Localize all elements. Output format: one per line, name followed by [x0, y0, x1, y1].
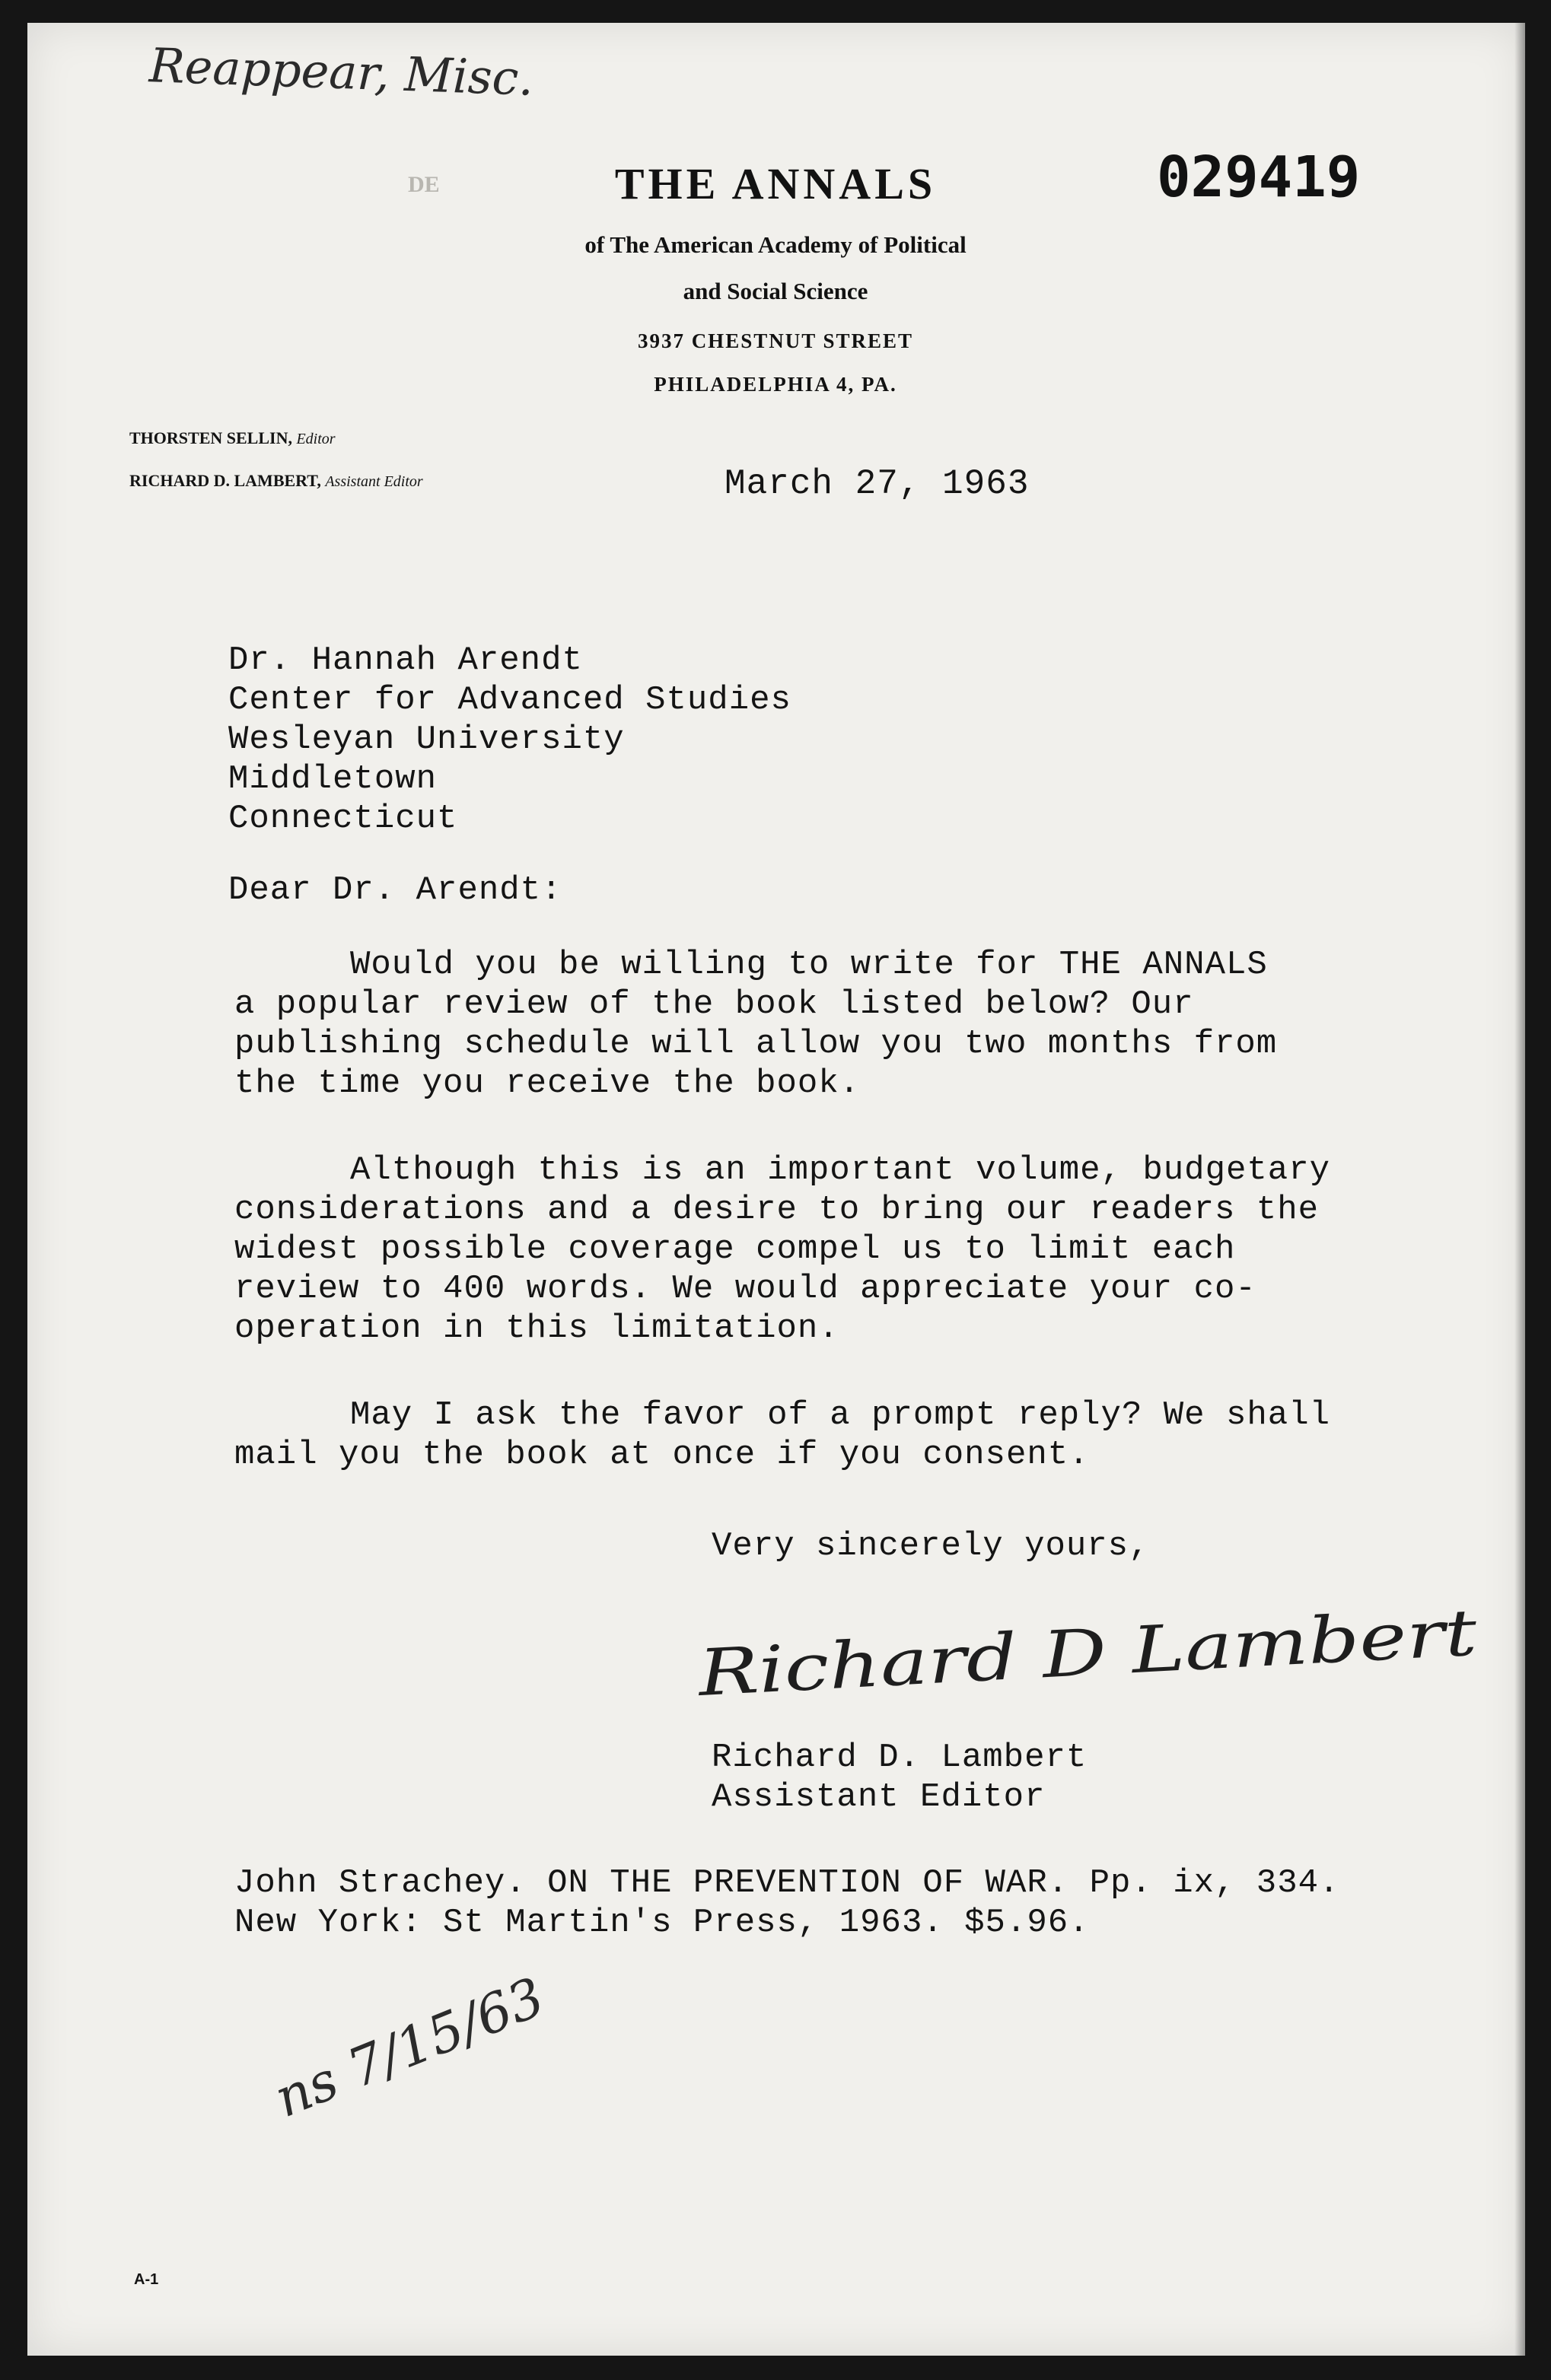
- signature: Richard D Lambert: [696, 1595, 1479, 1710]
- faded-stamp-mark: DE: [408, 172, 440, 197]
- letterhead-subtitle-2: and Social Science: [683, 278, 868, 304]
- staff-assistant-editor: RICHARD D. LAMBERT, Assistant Editor: [129, 471, 423, 490]
- form-code: A-1: [134, 2271, 159, 2288]
- book-citation-line: New York: St Martin's Press, 1963. $5.96.: [234, 1904, 1090, 1942]
- body-line: widest possible coverage compel us to limit each: [234, 1230, 1236, 1268]
- recipient-line: Dr. Hannah Arendt: [228, 641, 583, 679]
- signer-name: Richard D. Lambert: [712, 1739, 1088, 1777]
- body-line: considerations and a desire to bring our readers the: [234, 1191, 1320, 1229]
- recipient-line: Connecticut: [228, 800, 458, 838]
- salutation: Dear Dr. Arendt:: [228, 871, 562, 909]
- body-line: Would you be willing to write for THE ANNALS: [350, 946, 1268, 984]
- letterhead-street: 3937 CHESTNUT STREET: [637, 329, 914, 352]
- letterhead-title: THE ANNALS: [614, 159, 937, 208]
- signer-title: Assistant Editor: [712, 1778, 1046, 1816]
- body-line: a popular review of the book listed below? Our: [234, 985, 1194, 1023]
- body-line: Although this is an important volume, budgetary: [350, 1151, 1331, 1189]
- recipient-line: Center for Advanced Studies: [228, 681, 791, 719]
- body-line: publishing schedule will allow you two months from: [234, 1025, 1278, 1063]
- body-line: May I ask the favor of a prompt reply? We shall: [350, 1396, 1331, 1434]
- body-line: operation in this limitation.: [234, 1309, 839, 1348]
- handwritten-file-note: Reappear, Misc.: [148, 37, 535, 107]
- closing: Very sincerely yours,: [712, 1527, 1150, 1565]
- file-number-stamp: 029419: [1157, 145, 1361, 210]
- body-line: mail you the book at once if you consent.: [234, 1436, 1090, 1474]
- letterhead-city: PHILADELPHIA 4, PA.: [654, 373, 897, 396]
- recipient-line: Wesleyan University: [228, 721, 625, 759]
- body-line: the time you receive the book.: [234, 1064, 861, 1102]
- body-line: review to 400 words. We would appreciate your co-: [234, 1270, 1256, 1308]
- letter-date: March 27, 1963: [725, 464, 1030, 504]
- book-citation-line: John Strachey. ON THE PREVENTION OF WAR. Pp. ix, 334.: [234, 1864, 1340, 1902]
- handwritten-reply-note: ns 7/15/63: [266, 1965, 553, 2130]
- letterhead-subtitle-1: of The American Academy of Political: [584, 231, 967, 258]
- staff-editor: THORSTEN SELLIN, Editor: [129, 428, 336, 447]
- recipient-line: Middletown: [228, 760, 438, 798]
